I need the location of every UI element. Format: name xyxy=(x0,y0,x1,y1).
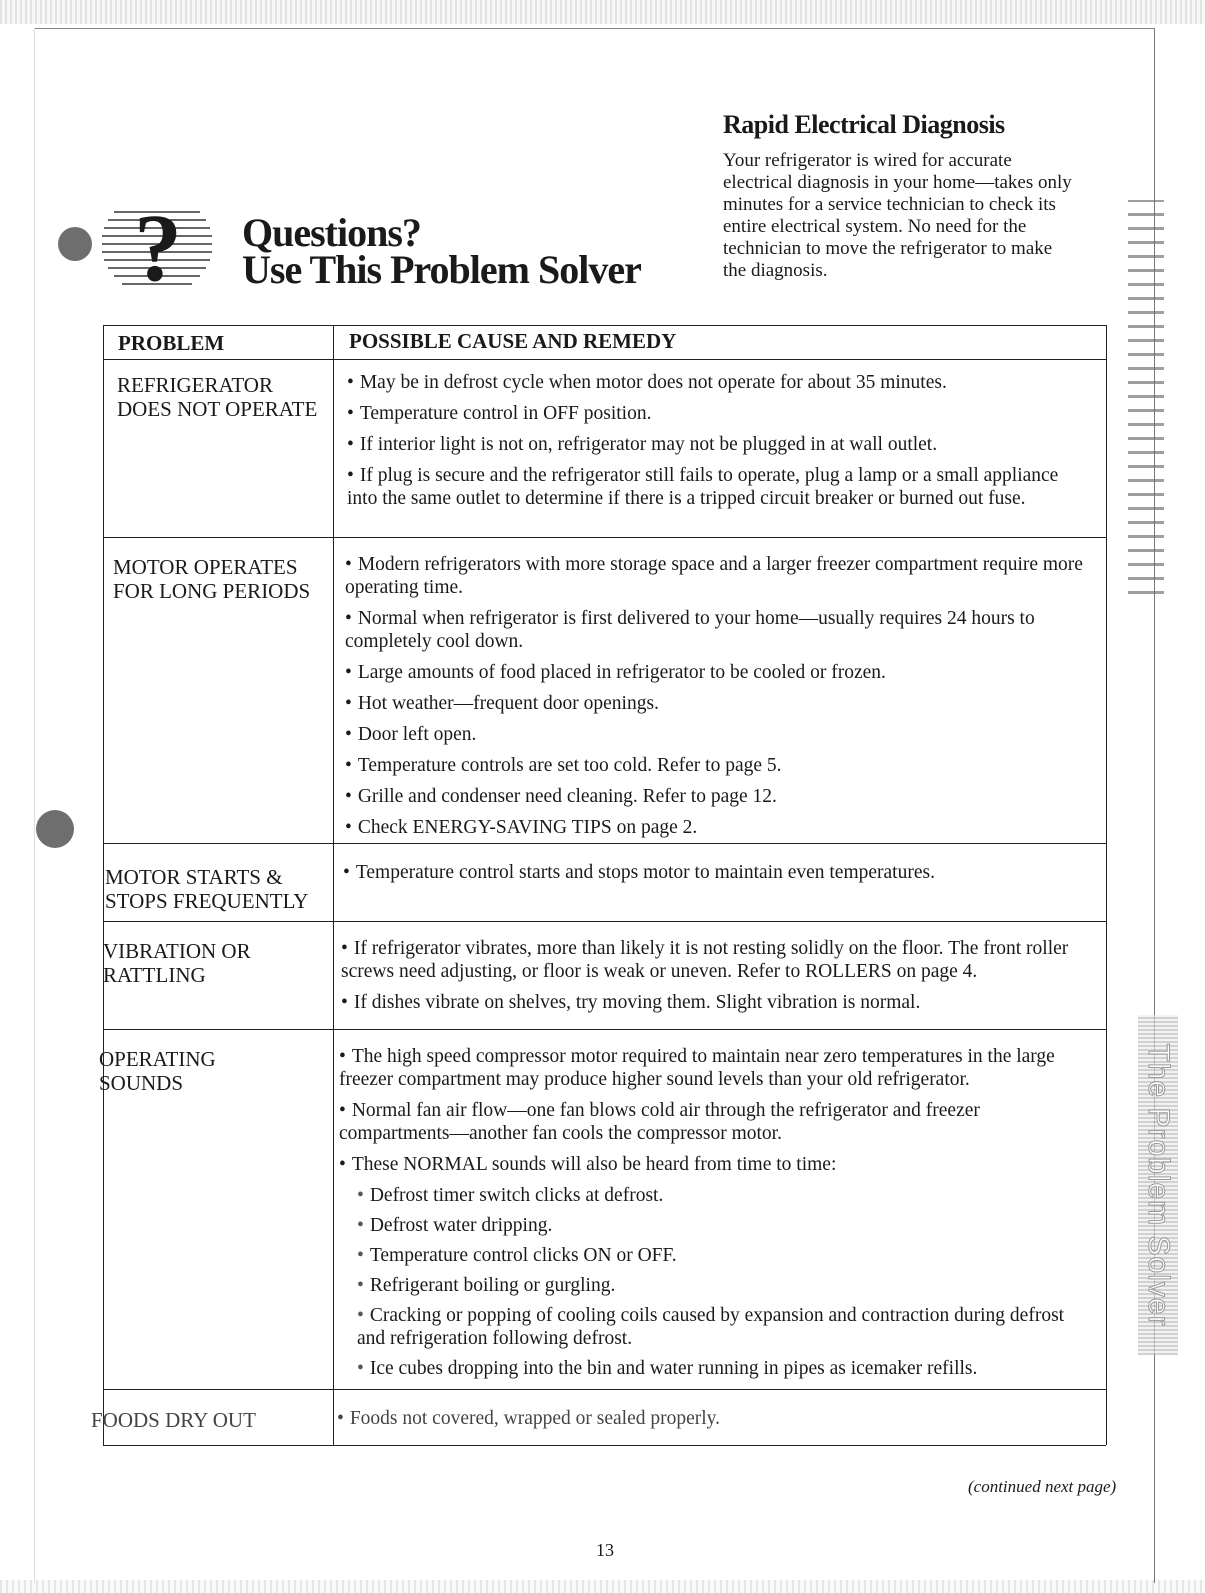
problem-label: OPERATING SOUNDS xyxy=(99,1047,216,1095)
page-number: 13 xyxy=(596,1540,614,1560)
remedy-item: • Temperature controls are set too cold. Refer to page 5. xyxy=(345,754,1085,777)
remedy-item: • Foods not covered, wrapped or sealed properly. xyxy=(337,1407,1077,1430)
heading-questions: Questions? xyxy=(242,210,421,255)
row-divider xyxy=(103,1029,1106,1030)
remedy-column-header: POSSIBLE CAUSE AND REMEDY xyxy=(349,329,677,353)
remedy-item: • Normal when refrigerator is first delivered to your home—usually requires 24 hours to completely cool down. xyxy=(345,607,1085,653)
remedy-item: • Door left open. xyxy=(345,723,1085,746)
remedy-cell xyxy=(345,553,1085,847)
table-border-right xyxy=(1106,325,1107,1445)
remedy-item: • If refrigerator vibrates, more than likely it is not resting solidly on the floor. The front roller screws need adjusting, or floor is weak or uneven. Refer to ROLLERS on page 4. xyxy=(341,937,1081,983)
row-divider xyxy=(103,1389,1106,1390)
column-divider xyxy=(333,325,334,1445)
rapid-diagnosis-title: Rapid Electrical Diagnosis xyxy=(723,110,1005,139)
remedy-cell xyxy=(337,1407,1077,1438)
side-tab xyxy=(1138,1015,1178,1355)
table-border-bottom xyxy=(103,1445,1106,1446)
row-divider xyxy=(103,921,1106,922)
remedy-item: • Grille and condenser need cleaning. Refer to page 12. xyxy=(345,785,1085,808)
problem-label: MOTOR OPERATES FOR LONG PERIODS xyxy=(113,555,311,603)
remedy-item: • If interior light is not on, refrigerator may not be plugged in at wall outlet. xyxy=(347,433,1087,456)
heading-use-problem-solver: Use This Problem Solver xyxy=(242,247,641,292)
remedy-item: • Normal fan air flow—one fan blows cold air through the refrigerator and freezer compartments—another fan cools the compressor motor. xyxy=(339,1099,1081,1145)
remedy-sub-item: • Defrost water dripping. xyxy=(357,1214,1081,1237)
remedy-item: • Check ENERGY-SAVING TIPS on page 2. xyxy=(345,816,1085,839)
remedy-item: • Hot weather—frequent door openings. xyxy=(345,692,1085,715)
remedy-item: • Temperature control in OFF position. xyxy=(347,402,1087,425)
problem-column-header: PROBLEM xyxy=(118,331,225,355)
remedy-item: • Modern refrigerators with more storage space and a larger freezer compartment require more operating time. xyxy=(345,553,1085,599)
problem-solver-table xyxy=(91,325,1106,1486)
problem-label: VIBRATION OR RATTLING xyxy=(103,939,251,987)
remedy-item: • If dishes vibrate on shelves, try moving them. Slight vibration is normal. xyxy=(341,991,1081,1014)
rapid-diagnosis-body: Your refrigerator is wired for accurate electrical diagnosis in your home—takes only minutes for a service technician to check its entire electrical system. No need for the technician to move the refrigerator to make the diagnosis. xyxy=(723,150,1072,281)
remedy-sub-item: • Defrost timer switch clicks at defrost. xyxy=(357,1184,1081,1207)
header-divider xyxy=(103,359,1106,360)
problem-label: FOODS DRY OUT xyxy=(91,1408,256,1432)
table-border-top xyxy=(103,325,1106,326)
remedy-sub-item: • Ice cubes dropping into the bin and water running in pipes as icemaker refills. xyxy=(357,1357,1081,1380)
remedy-sub-item: • Temperature control clicks ON or OFF. xyxy=(357,1244,1081,1267)
continued-note: (continued next page) xyxy=(968,1477,1117,1496)
page-frame-top xyxy=(34,28,1154,29)
binder-hole-top xyxy=(58,227,92,261)
scan-edge-bottom xyxy=(0,1580,1205,1593)
remedy-cell xyxy=(339,1045,1081,1387)
remedy-cell xyxy=(341,937,1081,1022)
remedy-item: • These NORMAL sounds will also be heard from time to time: xyxy=(339,1153,1081,1176)
row-divider xyxy=(103,537,1106,538)
remedy-sub-item: • Refrigerant boiling or gurgling. xyxy=(357,1274,1081,1297)
side-tab-label: The Problem Solver xyxy=(1142,1043,1175,1327)
remedy-item: • Large amounts of food placed in refrigerator to be cooled or frozen. xyxy=(345,661,1085,684)
remedy-cell xyxy=(343,861,1083,892)
remedy-item: • The high speed compressor motor required to maintain near zero temperatures in the large freezer compartment may produce higher sound levels than your old refrigerator. xyxy=(339,1045,1081,1091)
svg-text:?: ? xyxy=(134,196,182,296)
remedy-item: • If plug is secure and the refrigerator still fails to operate, plug a lamp or a small appliance into the same outlet to determine if there is a tripped circuit breaker or burned out fuse. xyxy=(347,464,1087,510)
remedy-sub-item: • Cracking or popping of cooling coils caused by expansion and contraction during defrost and refrigeration following defrost. xyxy=(357,1304,1081,1350)
remedy-item: • May be in defrost cycle when motor does not operate for about 35 minutes. xyxy=(347,371,1087,394)
page-frame-left xyxy=(34,28,35,1583)
table-border-left xyxy=(103,325,104,1445)
question-mark-icon xyxy=(100,196,216,296)
problem-label: MOTOR STARTS & STOPS FREQUENTLY xyxy=(105,865,309,913)
binder-hole-bottom xyxy=(36,810,74,848)
remedy-cell xyxy=(347,371,1087,518)
remedy-item: • Temperature control starts and stops motor to maintain even temperatures. xyxy=(343,861,1083,884)
scan-edge-top xyxy=(0,0,1205,24)
side-register-marks xyxy=(1128,200,1164,600)
problem-label: REFRIGERATOR DOES NOT OPERATE xyxy=(117,373,318,421)
